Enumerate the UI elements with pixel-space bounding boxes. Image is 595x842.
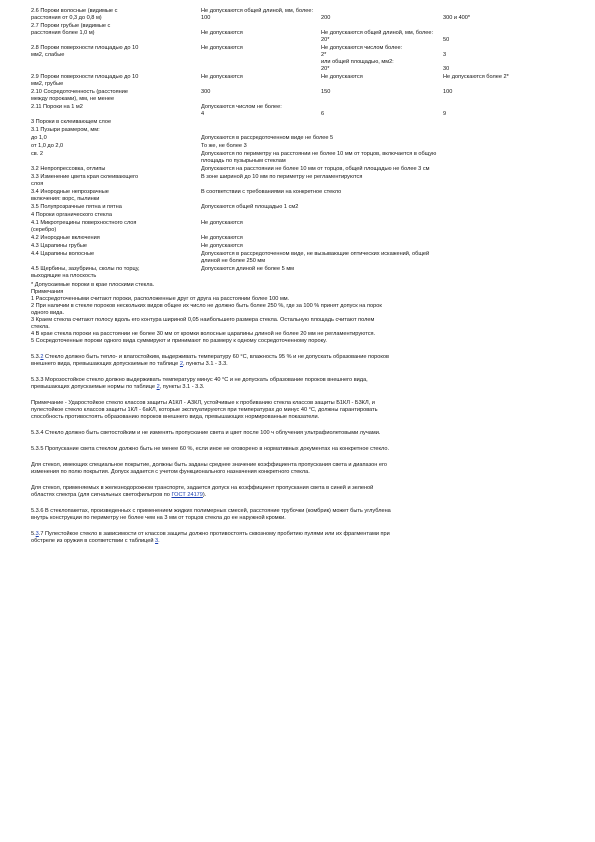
note-line: одного вида. bbox=[31, 310, 65, 316]
reference-link[interactable]: ГОСТ 24179 bbox=[171, 492, 203, 498]
table-row bbox=[31, 189, 571, 204]
requirement-cell-c4 bbox=[443, 23, 571, 45]
defect-name-cell bbox=[31, 174, 201, 189]
requirement-line: длиной не более 250 мм bbox=[201, 258, 266, 264]
requirement-line bbox=[321, 23, 443, 30]
requirement-cell-c4 bbox=[443, 104, 571, 119]
requirement-cell-c2 bbox=[201, 23, 321, 45]
requirement-line bbox=[443, 8, 571, 15]
note-line: стекла. bbox=[31, 324, 50, 330]
defect-name-line: выходящие на плоскость bbox=[31, 273, 97, 279]
defect-name-cell bbox=[31, 212, 201, 220]
requirement-cell bbox=[201, 174, 571, 189]
defect-name-line: 2.7 Пороки грубые (видимые с bbox=[31, 23, 111, 29]
table-row bbox=[31, 266, 571, 281]
paragraph-line: Для стекол, применяемых в железнодорожном транспорте, задается допуск на коэффициент пропускания света в синей и зеленой bbox=[31, 485, 374, 491]
note-line: 2 При наличии в стекле пороков нескольких видов общее их число не должно быть более 250 %, где за 100 % принят допуск на порок bbox=[31, 303, 382, 309]
requirement-line: Не допускаются более 2* bbox=[443, 74, 509, 80]
defect-name-cell bbox=[31, 266, 201, 281]
requirement-line: площадь по пузырьным стеклам bbox=[201, 158, 286, 164]
requirement-cell-c3 bbox=[321, 89, 443, 104]
requirement-cell bbox=[201, 204, 571, 212]
requirement-line: Допускаются в рассредоточенном виде не более 5 bbox=[201, 135, 334, 141]
paragraph bbox=[31, 446, 571, 453]
paragraph-line: внутрь конструкции по периметру не более чем на 3 мм от торцов стекла до ее наружной кромки. bbox=[31, 515, 286, 521]
defect-name-line: 4.3 Царапины грубые bbox=[31, 243, 88, 249]
requirement-line: 20* bbox=[321, 66, 330, 72]
requirement-line bbox=[443, 104, 571, 111]
table-row bbox=[31, 89, 571, 104]
requirement-line: 150 bbox=[321, 89, 331, 95]
defect-name-cell bbox=[31, 127, 201, 135]
requirement-cell bbox=[201, 127, 571, 135]
note-line: 3 Краем стекла считают полосу вдоль его контура шириной 0,05 наибольшего размера стекла. Остальную площадь считают полем bbox=[31, 317, 375, 323]
requirement-line bbox=[201, 23, 321, 30]
requirement-cell-c2 bbox=[201, 104, 321, 119]
defect-name-cell bbox=[31, 104, 201, 119]
requirement-line: Допускаются по периметру на расстоянии не более 10 мм от торцов, включается в общую bbox=[201, 151, 437, 157]
requirement-line: В зоне шириной до 10 мм по периметру не регламентируются bbox=[201, 174, 363, 180]
table-row bbox=[31, 8, 571, 23]
paragraph bbox=[31, 400, 571, 421]
requirement-line: 300 bbox=[201, 89, 211, 95]
defect-name-line: до 1,0 bbox=[31, 135, 47, 141]
paragraph bbox=[31, 531, 571, 545]
requirement-line bbox=[443, 45, 571, 52]
defect-name-cell bbox=[31, 74, 201, 89]
requirement-line: В соответствии с требованиями на конкретное стекло bbox=[201, 189, 342, 195]
defect-name-line: от 1,0 до 2,0 bbox=[31, 143, 64, 149]
requirement-line: Не допускаются bbox=[201, 74, 243, 80]
table-row bbox=[31, 23, 571, 45]
table-row bbox=[31, 220, 571, 235]
requirement-line: 20* bbox=[321, 37, 330, 43]
requirement-cell bbox=[201, 266, 571, 281]
requirement-cell bbox=[201, 151, 571, 166]
requirement-line: или общей площадью, мм2: bbox=[321, 59, 394, 65]
requirement-cell bbox=[201, 212, 571, 220]
requirement-line: 50 bbox=[443, 37, 450, 43]
requirement-cell-c2 bbox=[201, 8, 321, 23]
table-row bbox=[31, 119, 571, 127]
defect-name-line: 3.4 Инородные непрозрачные bbox=[31, 189, 109, 195]
table-row bbox=[31, 251, 571, 266]
requirement-cell-c3 bbox=[321, 8, 443, 23]
paragraph bbox=[31, 485, 571, 499]
paragraph-line: превышающих допускаемые нормы по таблице 2, пункты 3.1 - 3.3. bbox=[31, 384, 205, 390]
defect-name-line: 2.11 Пороки на 1 м2 bbox=[31, 104, 83, 110]
defect-name-cell bbox=[31, 189, 201, 204]
reference-link[interactable]: 2 bbox=[40, 354, 44, 360]
requirement-line: Не допускаются общей длиной, мм, более: bbox=[201, 8, 314, 14]
table-row bbox=[31, 212, 571, 220]
paragraph-line: 5.3.5 Пропускание света стеклом должно быть не менее 60 %, если иное не оговорено в нормативных документах на конкретное стекло. bbox=[31, 446, 390, 452]
requirement-line: Допускаются числом не более: bbox=[201, 104, 282, 110]
table-row bbox=[31, 235, 571, 243]
note-line: 4 В крае стекла пороки на расстоянии не более 30 мм от кромки волосные царапины длиной не более 20 мм не регламентируются. bbox=[31, 331, 376, 337]
requirement-line: Не допускаются bbox=[201, 220, 243, 226]
requirement-cell bbox=[201, 119, 571, 127]
defect-name-cell bbox=[31, 151, 201, 166]
paragraph-line: внешнего вида, превышающих допускаемые по таблице 2, пункты 3.1 - 3.3. bbox=[31, 361, 228, 367]
defect-name-line: мм2, слабые bbox=[31, 52, 65, 58]
table-row bbox=[31, 135, 571, 143]
requirement-line: 2* bbox=[321, 52, 327, 58]
requirement-line bbox=[443, 30, 571, 37]
defect-name-line: 3.2 Непропрессовка, отлипы bbox=[31, 166, 106, 172]
requirement-line: 100 bbox=[443, 89, 453, 95]
requirement-line: Не допускаются общей длиной, мм, более: bbox=[321, 30, 434, 36]
requirement-cell bbox=[201, 251, 571, 266]
paragraph bbox=[31, 377, 571, 391]
table-row bbox=[31, 243, 571, 251]
requirement-line: Не допускаются bbox=[201, 45, 243, 51]
paragraph bbox=[31, 354, 571, 368]
reference-link[interactable]: 2 bbox=[179, 361, 183, 367]
table-row bbox=[31, 127, 571, 135]
requirement-cell-c3 bbox=[321, 23, 443, 45]
table-row bbox=[31, 174, 571, 189]
defect-name-cell bbox=[31, 243, 201, 251]
requirement-cell bbox=[201, 143, 571, 151]
defect-name-line: 4.2 Инородные включения bbox=[31, 235, 100, 241]
requirement-cell bbox=[201, 135, 571, 143]
requirement-line: 3 bbox=[443, 52, 447, 58]
paragraph bbox=[31, 430, 571, 437]
requirement-cell-c3 bbox=[321, 104, 443, 119]
note-line: 1 Рассредоточенными считают пороки, расположенные друг от друга на расстоянии более 100 мм. bbox=[31, 296, 290, 302]
requirement-line: 9 bbox=[443, 111, 447, 117]
requirement-line bbox=[321, 8, 443, 15]
requirement-cell-c3 bbox=[321, 74, 443, 89]
paragraph-line: пулестойкое стекло классов защиты 1КЛ - 6аКЛ, которые эксплуатируются при температурах до минус 40 °С, должны гарантировать bbox=[31, 407, 378, 413]
defect-name-line: 4.1 Микротрещины поверхностного слоя bbox=[31, 220, 137, 226]
defect-name-cell bbox=[31, 135, 201, 143]
defect-name-line: 2.8 Пороки поверхности площадью до 10 bbox=[31, 45, 139, 51]
requirement-cell bbox=[201, 220, 571, 235]
requirement-line: 200 bbox=[321, 15, 331, 21]
table-row bbox=[31, 166, 571, 174]
defect-name-line: 3.3 Изменение цвета края склеивающего bbox=[31, 174, 139, 180]
defect-name-line: св. 2 bbox=[31, 151, 43, 157]
reference-link[interactable]: 2 bbox=[156, 384, 160, 390]
defects-table bbox=[31, 8, 571, 281]
requirement-line: 6 bbox=[321, 111, 325, 117]
paragraph-line: 5.3.4 Стекло должно быть светостойким и не изменять пропускание света и цвет после 100 ч облучения ультрафиолетовыми лучами. bbox=[31, 430, 381, 436]
paragraph bbox=[31, 508, 571, 522]
defect-name-line: между пороками), мм, не менее bbox=[31, 96, 115, 102]
requirement-cell-c4 bbox=[443, 8, 571, 23]
paragraph bbox=[31, 462, 571, 476]
requirement-line: 4 bbox=[201, 111, 205, 117]
paragraph-line: Для стекол, имеющих специальное покрытие, должны быть заданы среднее значение коэффициента пропускания света и диапазон его bbox=[31, 462, 388, 468]
table-row bbox=[31, 104, 571, 119]
defect-name-cell bbox=[31, 143, 201, 151]
defect-name-line: 2.6 Пороки волосные (видимые с bbox=[31, 8, 118, 14]
defect-name-line: 3.1 Пузыри размером, мм: bbox=[31, 127, 100, 133]
requirement-cell bbox=[201, 166, 571, 174]
requirement-cell-c4 bbox=[443, 74, 571, 89]
defect-name-line: 3.5 Полупрозрачные пятна и пятна bbox=[31, 204, 122, 210]
defect-name-cell bbox=[31, 251, 201, 266]
reference-link[interactable]: 3 bbox=[35, 531, 39, 537]
defect-name-cell bbox=[31, 8, 201, 23]
paragraph-line: 5.3.7 Пулестойкое стекло в зависимости от классов защиты должно противостоять сквозному пробитию пулями или их фрагментами при bbox=[31, 531, 390, 537]
paragraph-line: Примечание - Ударостойкое стекло классов защиты А1КЛ - А3КЛ, устойчивые к пробиванию стекла классов защиты Б1КЛ - Б3КЛ, и bbox=[31, 400, 375, 406]
paragraph-line: 5.3.3 Морозостойкое стекло должно выдерживать температуру минус 40 °С и не допускать образование пороков внешнего вида, bbox=[31, 377, 368, 383]
table-row bbox=[31, 45, 571, 74]
defect-name-cell bbox=[31, 235, 201, 243]
defect-name-line: расстояния от 0,3 до 0,8 м) bbox=[31, 15, 102, 21]
requirement-line: Не допускаются bbox=[201, 243, 243, 249]
requirement-cell-c4 bbox=[443, 45, 571, 74]
note-line: * Допускаемые пороки в крае плоскими стекла. bbox=[31, 282, 155, 288]
defect-name-cell bbox=[31, 220, 201, 235]
defect-name-cell bbox=[31, 89, 201, 104]
requirement-line bbox=[443, 59, 571, 66]
defect-name-line: 2.10 Сосредоточенность (расстояние bbox=[31, 89, 129, 95]
defect-name-line: расстояния более 1,0 м) bbox=[31, 30, 95, 36]
requirement-line bbox=[321, 104, 443, 111]
requirement-line: Не допускаются bbox=[321, 74, 363, 80]
paragraph-line: способность противостоять образованию пороков внешнего вида, превышающих нормированные показатели. bbox=[31, 414, 320, 420]
defect-name-cell bbox=[31, 166, 201, 174]
note-line: Примечания bbox=[31, 289, 64, 295]
paragraph-line: 5.3.6 В стеклопакетах, произведенных с применением жидких полимерных смесей, расстояние трубочки (комбрик) может быть углублена bbox=[31, 508, 391, 514]
defect-name-cell bbox=[31, 45, 201, 74]
requirement-cell bbox=[201, 235, 571, 243]
paragraph-line: 5.3.2 Стекло должно быть тепло- и влагостойким, выдерживать температуру 60 °С, влажность 95 % и не допускать образование пороков bbox=[31, 354, 389, 360]
defect-name-line: 3 Пороки в склеивающем слое bbox=[31, 119, 112, 125]
requirement-cell-c2 bbox=[201, 89, 321, 104]
defect-name-line: 4 Пороки органического стекла bbox=[31, 212, 112, 218]
paragraph-line: изменения по полю покрытия. Допуск задается с учетом функционального назначения конкретного стекла. bbox=[31, 469, 310, 475]
requirement-line: То же, не более 3 bbox=[201, 143, 247, 149]
requirement-cell-c4 bbox=[443, 89, 571, 104]
requirement-line: Не допускаются bbox=[201, 235, 243, 241]
requirement-line: Допускаются общей площадью 1 см2 bbox=[201, 204, 299, 210]
table-row bbox=[31, 143, 571, 151]
requirement-cell bbox=[201, 243, 571, 251]
defect-name-line: 4.4 Царапины волосные bbox=[31, 251, 95, 257]
requirement-line: Допускаются в рассредоточенном виде, не вызывающие оптических искажений, общей bbox=[201, 251, 430, 257]
paragraph-line: областях спектра (для сигнальных светофильтров по ГОСТ 24179). bbox=[31, 492, 207, 498]
body-paragraphs bbox=[31, 354, 571, 545]
requirement-line: Допускаются длиной не более 5 мм bbox=[201, 266, 295, 272]
requirement-line bbox=[443, 23, 571, 30]
defect-name-line: (серебро) bbox=[31, 227, 57, 233]
requirement-cell-c3 bbox=[321, 45, 443, 74]
requirement-line: 300 и 400* bbox=[443, 15, 471, 21]
defect-name-line: 2.9 Пороки поверхности площадью до 10 bbox=[31, 74, 139, 80]
defect-name-line: слоя bbox=[31, 181, 44, 187]
table-row bbox=[31, 74, 571, 89]
requirement-line: Не допускаются числом более: bbox=[321, 45, 403, 51]
defect-name-cell bbox=[31, 23, 201, 45]
requirement-line: 30 bbox=[443, 66, 450, 72]
paragraph-line: обстреле из оружия в соответствии с таблицей 3. bbox=[31, 538, 160, 544]
defect-name-line: включения: ворс, пылинки bbox=[31, 196, 100, 202]
note-line: 5 Сосредоточенные пороки одного вида суммируют и принимают по размеру к одному сосредоточенному пороку. bbox=[31, 338, 327, 344]
requirement-cell-c2 bbox=[201, 45, 321, 74]
defect-name-cell bbox=[31, 119, 201, 127]
requirement-cell-c2 bbox=[201, 74, 321, 89]
requirement-line: Не допускаются bbox=[201, 30, 243, 36]
table-row bbox=[31, 151, 571, 166]
reference-link[interactable]: 3 bbox=[155, 538, 159, 544]
defect-name-line: 4.5 Щербины, зазубрины, сколы по торцу, bbox=[31, 266, 140, 272]
table-row bbox=[31, 204, 571, 212]
requirement-cell bbox=[201, 189, 571, 204]
requirement-line: 100 bbox=[201, 15, 211, 21]
requirement-line: Допускаются на расстоянии не более 10 мм от торцов, общей площадью не более 3 см bbox=[201, 166, 430, 172]
defect-name-line: мм2, грубые bbox=[31, 81, 64, 87]
table-notes bbox=[31, 282, 571, 345]
document-page bbox=[31, 8, 571, 545]
defect-name-cell bbox=[31, 204, 201, 212]
